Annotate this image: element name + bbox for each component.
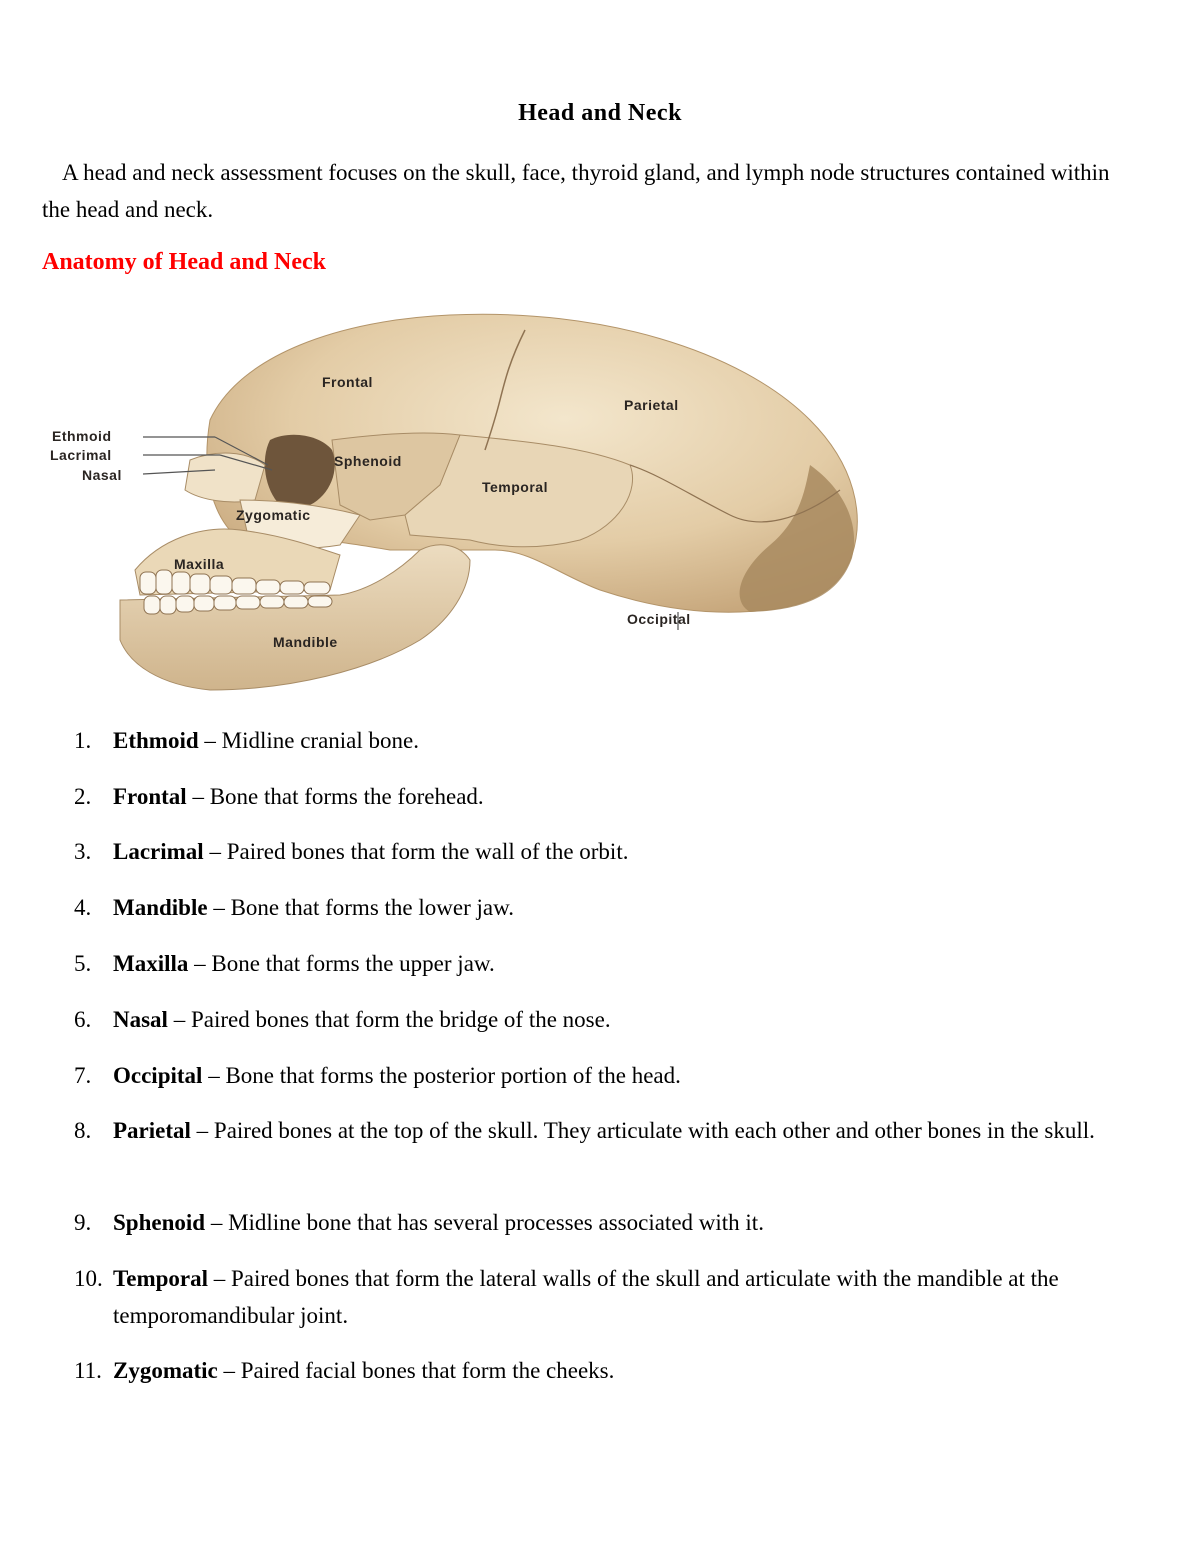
item-term: Nasal: [113, 1007, 168, 1032]
label-nasal: Nasal: [82, 467, 122, 483]
item-body: [113, 722, 1158, 759]
item-body: [113, 1260, 1158, 1334]
label-frontal: Frontal: [322, 374, 373, 390]
item-term: Occipital: [113, 1063, 203, 1088]
item-number: 1.: [74, 728, 92, 753]
item-number: 8.: [74, 1118, 92, 1143]
item-body: [113, 1001, 1158, 1038]
item-body: [113, 1352, 1158, 1389]
item-number: 11.: [74, 1358, 102, 1383]
label-sphenoid: Sphenoid: [334, 453, 402, 469]
label-parietal: Parietal: [624, 397, 679, 413]
item-body: [113, 1057, 1158, 1094]
item-body: [113, 1112, 1158, 1149]
item-body: [113, 889, 1158, 926]
label-maxilla: Maxilla: [174, 556, 225, 572]
label-ethmoid: Ethmoid: [52, 428, 112, 444]
item-number: 5.: [74, 951, 92, 976]
skull-illustration: [40, 300, 880, 700]
label-zygomatic: Zygomatic: [236, 507, 311, 523]
item-body: [113, 833, 1158, 870]
section-heading: Anatomy of Head and Neck: [42, 249, 327, 275]
item-number: 7.: [74, 1063, 92, 1088]
item-description: – Paired bones at the top of the skull. They articulate with each other and other bones in the skull.: [190, 1118, 1095, 1143]
item-body: [113, 778, 1158, 815]
item-term: Frontal: [113, 784, 187, 809]
item-term: Mandible: [113, 895, 208, 920]
item-term: Ethmoid: [113, 728, 199, 753]
intro-text: A head and neck assessment focuses on the skull, face, thyroid gland, and lymph node structures contained within the head and neck.: [42, 160, 1110, 222]
item-term: Sphenoid: [113, 1210, 206, 1235]
item-description: – Bone that forms the lower jaw.: [207, 895, 514, 920]
item-description: – Midline bone that has several processes associated with it.: [205, 1210, 764, 1235]
item-term: Zygomatic: [113, 1358, 218, 1383]
item-number: 3.: [74, 839, 92, 864]
item-number: 2.: [74, 784, 92, 809]
label-temporal: Temporal: [482, 479, 548, 495]
item-term: Temporal: [113, 1266, 208, 1291]
item-description: – Paired bones that form the wall of the orbit.: [203, 839, 629, 864]
intro-paragraph: [42, 154, 1142, 228]
item-number: 10.: [74, 1266, 103, 1291]
item-term: Parietal: [113, 1118, 191, 1143]
item-body: [113, 945, 1158, 982]
page-title: Head and Neck: [518, 100, 682, 126]
item-description: – Bone that forms the posterior portion of the head.: [202, 1063, 681, 1088]
item-description: – Bone that forms the forehead.: [186, 784, 484, 809]
item-description: – Midline cranial bone.: [198, 728, 419, 753]
item-term: Maxilla: [113, 951, 189, 976]
item-term: Lacrimal: [113, 839, 204, 864]
label-occipital: Occipital: [627, 611, 691, 627]
nasal-shape: [185, 453, 265, 502]
item-body: [113, 1204, 1158, 1241]
item-number: 6.: [74, 1007, 92, 1032]
item-description: – Paired bones that form the lateral walls of the skull and articulate with the mandible at the temporomandibular joint.: [113, 1266, 1059, 1328]
item-number: 4.: [74, 895, 92, 920]
item-description: – Paired facial bones that form the cheeks.: [217, 1358, 615, 1383]
item-number: 9.: [74, 1210, 92, 1235]
skull-figure: [40, 300, 880, 700]
label-lacrimal: Lacrimal: [50, 447, 112, 463]
item-description: – Paired bones that form the bridge of the nose.: [167, 1007, 611, 1032]
item-description: – Bone that forms the upper jaw.: [188, 951, 495, 976]
label-mandible: Mandible: [273, 634, 338, 650]
